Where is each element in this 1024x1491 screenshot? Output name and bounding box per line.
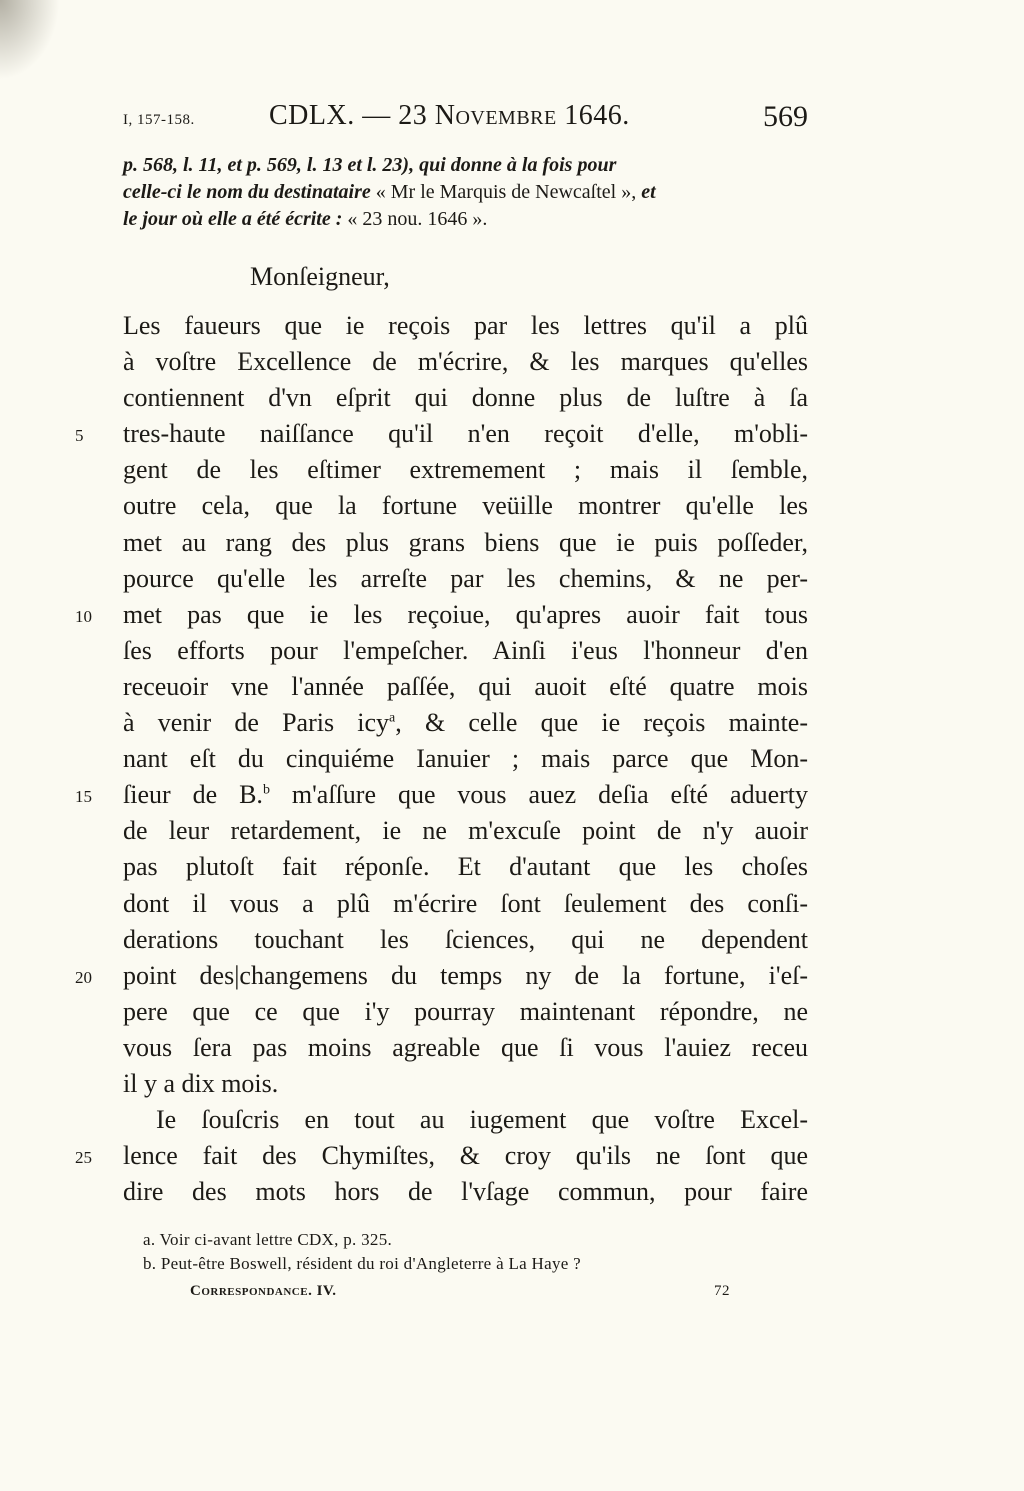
line-text-main: receuoir vne l'année paſſée, qui auoit eſté quatre mois bbox=[123, 671, 808, 701]
page-number: 569 bbox=[763, 100, 808, 133]
line-text-main: dire des mots hors de l'vſage commun, pour faire bbox=[123, 1177, 808, 1207]
line-text-main: ſes efforts pour l'empeſcher. Ainſi i'eus l'honneur d'en bbox=[123, 635, 808, 665]
page-corner-shadow bbox=[0, 0, 60, 80]
signature-label: Correspondance. IV. bbox=[190, 1283, 337, 1299]
line-text bbox=[123, 633, 808, 669]
line-text bbox=[123, 1066, 808, 1102]
text-line bbox=[123, 1174, 808, 1210]
line-text bbox=[123, 886, 808, 922]
note-line-3-b: « 23 nou. 1646 ». bbox=[347, 208, 488, 230]
line-text-main: contiennent d'vn eſprit qui donne plus de luſtre à ſa bbox=[123, 383, 808, 413]
letter-title bbox=[269, 100, 630, 132]
line-text bbox=[123, 813, 808, 849]
text-line bbox=[123, 705, 808, 741]
note-line-1 bbox=[123, 152, 808, 179]
text-line bbox=[123, 380, 808, 416]
line-text-main: vous ſera pas moins agreable que ſi vous l'auiez receu bbox=[123, 1032, 808, 1062]
text-line bbox=[75, 416, 808, 452]
running-header bbox=[123, 100, 808, 140]
line-number: 5 bbox=[75, 426, 84, 446]
line-text bbox=[123, 741, 808, 777]
signature-mark bbox=[190, 1283, 730, 1300]
line-text bbox=[123, 525, 808, 561]
line-text-main: Ie ſouſcris en tout au iugement que voſtre Excel- bbox=[156, 1105, 808, 1135]
line-text-tail: m'aſſure que vous auez deſia eſté aduerty bbox=[269, 780, 808, 810]
note-line-3-a: le jour où elle a été écrite : bbox=[123, 208, 343, 230]
text-line bbox=[123, 1102, 808, 1138]
editorial-note bbox=[123, 152, 808, 233]
note-line-2 bbox=[123, 179, 808, 206]
note-line-1-text: p. 568, l. 11, et p. 569, l. 13 et l. 23), qui donne à la fois pour bbox=[123, 154, 617, 176]
line-text-main: derations touchant les ſciences, qui ne dependent bbox=[123, 924, 808, 954]
line-text-main: pere que ce que i'y pourray maintenant répondre, ne bbox=[123, 996, 808, 1026]
line-text-main: met au rang des plus grans biens que ie puis poſſeder, bbox=[123, 527, 808, 557]
line-text bbox=[123, 308, 808, 344]
text-line bbox=[75, 1138, 808, 1174]
line-text-main: ſieur de B. bbox=[123, 780, 263, 810]
line-number: 20 bbox=[75, 967, 92, 987]
line-text bbox=[123, 597, 808, 633]
text-line bbox=[123, 922, 808, 958]
salutation: Monſeigneur, bbox=[250, 262, 390, 291]
signature-number: 72 bbox=[714, 1283, 730, 1299]
text-line bbox=[123, 813, 808, 849]
text-line bbox=[123, 849, 808, 885]
line-text bbox=[123, 705, 808, 741]
line-text bbox=[123, 1030, 808, 1066]
line-text-main: à venir de Paris icy bbox=[123, 708, 390, 738]
line-text-main: point des|changemens du temps ny de la fortune, i'eſ- bbox=[123, 960, 808, 990]
line-text-main: Les faueurs que ie reçois par les lettres qu'il a plû bbox=[123, 311, 808, 340]
line-text bbox=[123, 380, 808, 416]
text-line bbox=[75, 597, 808, 633]
footnotes bbox=[143, 1228, 808, 1276]
letter-body bbox=[75, 308, 809, 1210]
line-text-tail: , & celle que ie reçois mainte- bbox=[395, 708, 809, 738]
text-line bbox=[75, 958, 808, 994]
footnote-b: b. Peut-être Boswell, résident du roi d'Angleterre à La Haye ? bbox=[143, 1254, 582, 1273]
line-text bbox=[123, 1174, 808, 1210]
text-line bbox=[123, 452, 808, 488]
note-line-3 bbox=[123, 206, 808, 233]
line-text bbox=[123, 669, 808, 705]
line-text bbox=[123, 1102, 808, 1138]
line-text bbox=[123, 994, 808, 1030]
line-text bbox=[123, 488, 808, 524]
text-line bbox=[123, 1066, 808, 1102]
line-text bbox=[123, 561, 808, 597]
line-text bbox=[123, 344, 808, 380]
line-number: 15 bbox=[75, 787, 92, 807]
line-number: 25 bbox=[75, 1148, 92, 1168]
text-line bbox=[123, 344, 808, 380]
line-text-main: dont il vous a plû m'écrire ſont ſeulement des conſi- bbox=[123, 888, 808, 918]
line-text bbox=[123, 452, 808, 488]
line-text-main: pource qu'elle les arreſte par les chemins, & ne per- bbox=[123, 563, 808, 593]
volume-reference: I, 157-158. bbox=[123, 112, 195, 128]
line-text-main: gent de les eſtimer extremement ; mais il ſemble, bbox=[123, 455, 808, 485]
line-number: 10 bbox=[75, 606, 92, 626]
text-line bbox=[123, 525, 808, 561]
footnote-a: a. Voir ci-avant lettre CDX, p. 325. bbox=[143, 1230, 393, 1249]
text-line bbox=[123, 1030, 808, 1066]
note-line-2-c: et bbox=[641, 181, 656, 203]
text-line bbox=[123, 669, 808, 705]
line-text bbox=[123, 922, 808, 958]
note-line-2-a: celle-ci le nom du destinataire bbox=[123, 181, 371, 203]
line-text-main: lence fait des Chymiſtes, & croy qu'ils ne ſont que bbox=[123, 1141, 808, 1171]
text-line bbox=[123, 994, 808, 1030]
text-line bbox=[123, 741, 808, 777]
line-text-main: de leur retardement, ie ne m'excuſe point de n'y auoir bbox=[123, 816, 808, 846]
text-line bbox=[123, 308, 808, 344]
line-text bbox=[123, 416, 808, 452]
line-text bbox=[123, 958, 808, 994]
line-text-main: nant eſt du cinquiéme Ianuier ; mais parce que Mon- bbox=[123, 744, 808, 774]
line-text-main: pas plutoſt fait réponſe. Et d'autant que les choſes bbox=[123, 852, 808, 882]
line-text-main: tres-haute naiſſance qu'il n'en reçoit d'elle, m'obli- bbox=[123, 419, 808, 449]
line-text-main: il y a dix mois. bbox=[123, 1068, 279, 1098]
line-text bbox=[123, 849, 808, 885]
line-text bbox=[123, 777, 808, 813]
line-text-main: à voſtre Excellence de m'écrire, & les marques qu'elles bbox=[123, 347, 808, 377]
footnote-marker: a bbox=[389, 710, 396, 726]
line-text-main: met pas que ie les reçoiue, qu'apres auoir fait tous bbox=[123, 599, 808, 629]
text-line bbox=[75, 777, 808, 813]
footnote-marker: b bbox=[262, 782, 270, 798]
letter-title-text: CDLX. — 23 Novembre 1646. bbox=[269, 100, 630, 131]
note-line-2-b: « Mr le Marquis de Newcaſtel », bbox=[375, 181, 637, 203]
line-text bbox=[123, 1138, 808, 1174]
text-line bbox=[123, 886, 808, 922]
text-line bbox=[123, 633, 808, 669]
text-line bbox=[123, 488, 808, 524]
text-line bbox=[123, 561, 808, 597]
line-text-main: outre cela, que la fortune veüille montrer qu'elle les bbox=[123, 491, 808, 521]
